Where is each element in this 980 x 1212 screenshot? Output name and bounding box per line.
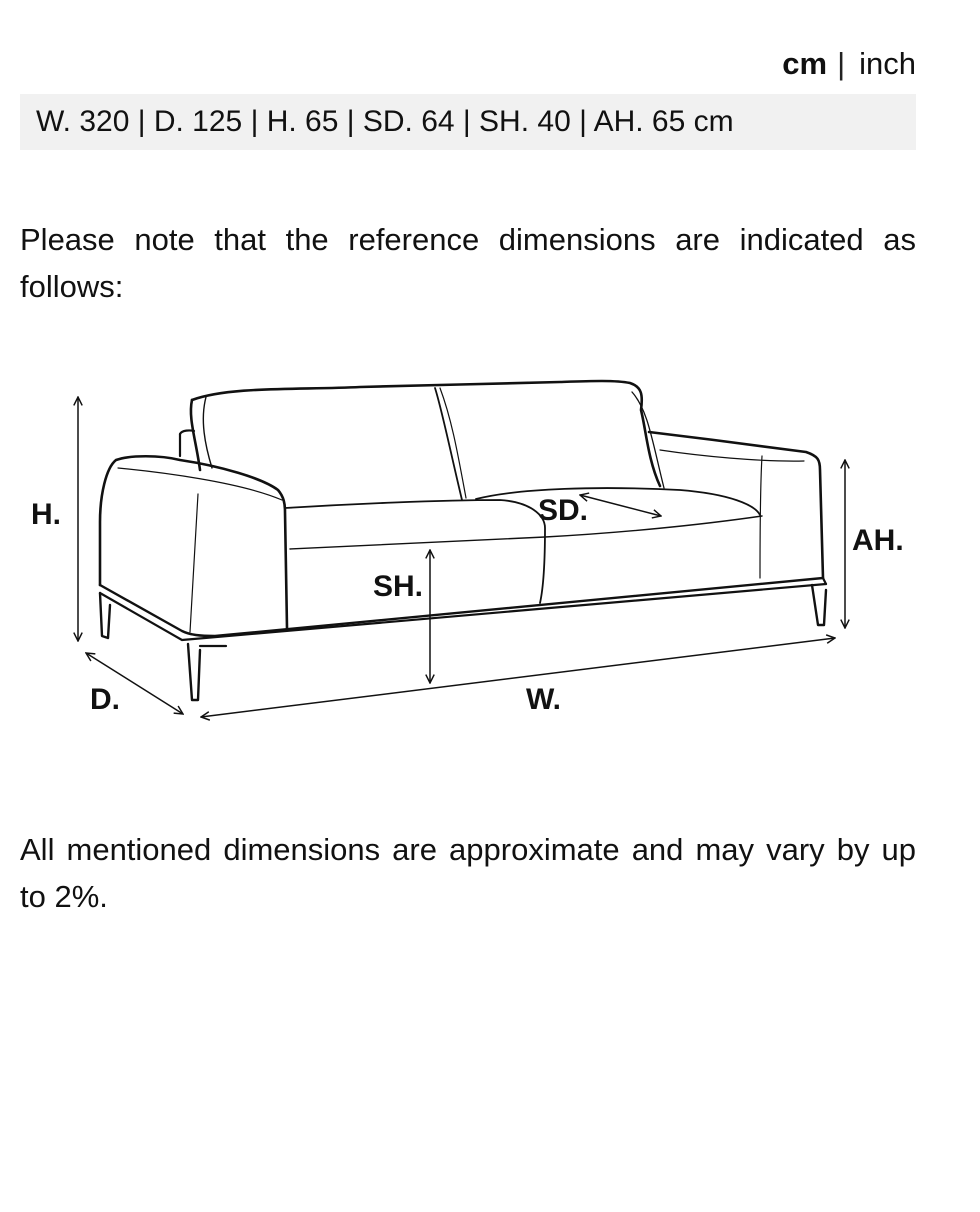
sofa-dimension-diagram [0,330,980,750]
dimension-labels [31,494,904,716]
label-depth: D. [90,683,120,716]
unit-separator: | [837,46,846,81]
label-seat-height: SH. [373,570,424,603]
unit-toggle [782,44,916,84]
label-width: W. [526,683,561,716]
label-height: H. [31,498,61,531]
label-seat-depth: SD. [538,494,589,527]
dimension-arrows [78,397,845,717]
reference-note: Please note that the reference dimensions are indicated as follows: [20,222,916,304]
approximation-note: All mentioned dimensions are approximate and may vary by up to 2%. [20,832,916,914]
seat-depth-arrow [580,495,661,516]
unit-option-cm[interactable]: cm [782,46,828,81]
width-arrow [201,638,835,717]
label-arm-height: AH. [852,524,904,557]
dimensions-summary: W. 320 | D. 125 | H. 65 | SD. 64 | SH. 40 | AH. 65 cm [20,94,916,150]
unit-option-inch[interactable]: inch [859,46,916,81]
